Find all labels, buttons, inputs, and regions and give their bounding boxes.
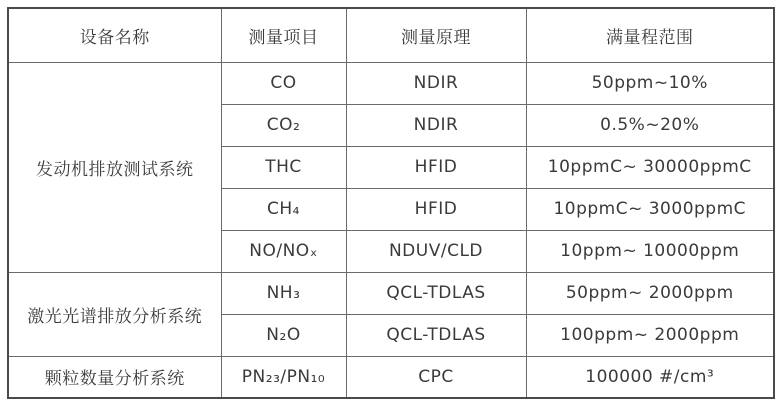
device-cell-particle-number-system: 颗粒数量分析系统	[8, 356, 221, 398]
principle-cell: CPC	[346, 356, 526, 398]
principle-cell: NDIR	[346, 62, 526, 104]
device-cell-laser-spectroscopy-system: 激光光谱排放分析系统	[8, 272, 221, 356]
header-measurement-principle: 测量原理	[346, 8, 526, 62]
item-cell: CH₄	[221, 188, 346, 230]
principle-cell: HFID	[346, 146, 526, 188]
item-cell: THC	[221, 146, 346, 188]
item-cell: NO/NOₓ	[221, 230, 346, 272]
range-cell: 10ppmC~ 3000ppmC	[526, 188, 774, 230]
item-cell: PN₂₃/PN₁₀	[221, 356, 346, 398]
equipment-spec-table	[7, 7, 775, 399]
principle-cell: NDUV/CLD	[346, 230, 526, 272]
range-cell: 50ppm~10%	[526, 62, 774, 104]
principle-cell: QCL-TDLAS	[346, 272, 526, 314]
range-cell: 10ppmC~ 30000ppmC	[526, 146, 774, 188]
item-cell: CO	[221, 62, 346, 104]
range-cell: 50ppm~ 2000ppm	[526, 272, 774, 314]
table-row	[8, 272, 774, 314]
principle-cell: QCL-TDLAS	[346, 314, 526, 356]
principle-cell: HFID	[346, 188, 526, 230]
header-full-scale-range: 满量程范围	[526, 8, 774, 62]
item-cell: N₂O	[221, 314, 346, 356]
range-cell: 0.5%~20%	[526, 104, 774, 146]
header-row	[8, 8, 774, 62]
range-cell: 100ppm~ 2000ppm	[526, 314, 774, 356]
table-row	[8, 356, 774, 398]
item-cell: CO₂	[221, 104, 346, 146]
range-cell: 10ppm~ 10000ppm	[526, 230, 774, 272]
table-row	[8, 62, 774, 104]
header-device-name: 设备名称	[8, 8, 221, 62]
device-cell-engine-emission-system: 发动机排放测试系统	[8, 62, 221, 272]
range-cell: 100000 #/cm³	[526, 356, 774, 398]
principle-cell: NDIR	[346, 104, 526, 146]
header-measurement-item: 测量项目	[221, 8, 346, 62]
item-cell: NH₃	[221, 272, 346, 314]
